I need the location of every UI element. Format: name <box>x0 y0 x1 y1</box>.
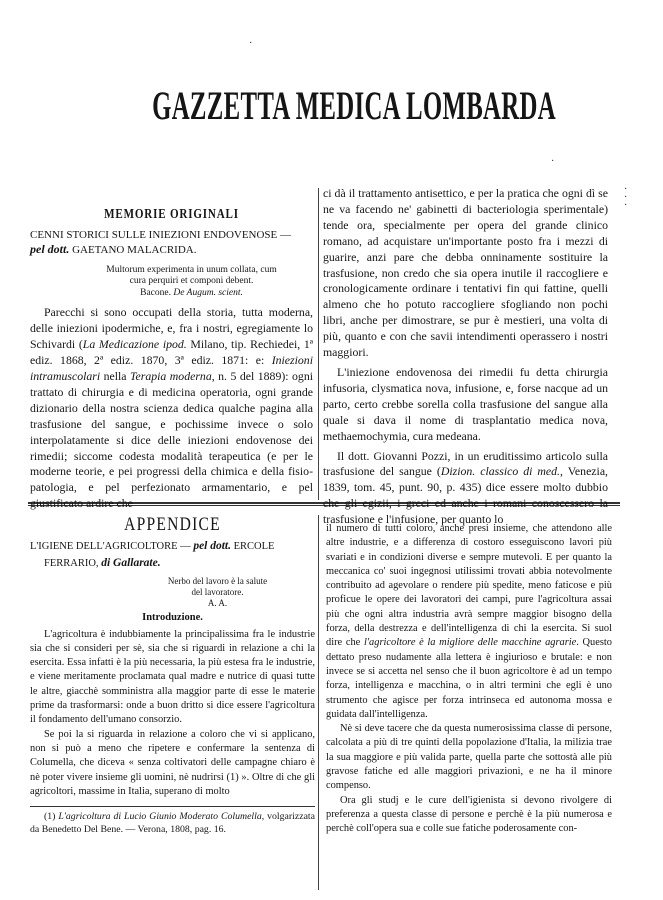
memorie-epigraph: Multorum experimenta in unum collata, cum cura perquiri et componi debent. Bacone. De Augum. scient. <box>106 264 277 298</box>
appendice-article-title: L'IGIENE DELL'AGRICOLTORE — pel dott. ERCOLE FERRARIO, di Gallarate. <box>30 540 275 570</box>
memorie-article-title: CENNI STORICI SULLE INIEZIONI ENDOVENOSE — pel dott. GAETANO MALACRIDA. <box>30 228 292 256</box>
memorie-paragraph-3: L'iniezione endovenosa dei rimedii fu detta chirurgia infusoria, clysmatica nova, infusione, e, forse nacque ad un parto, certo crebbe sorella colla trasfusione del sangue alla quale si dava il nome di trasplantatio medica nova, methaemochymia, cura medeana. <box>323 364 608 443</box>
appendice-column-right <box>326 522 612 837</box>
memorie-column-right <box>323 186 608 528</box>
memorie-section-title: MEMORIE ORIGINALI <box>104 206 239 221</box>
appendice-right-paragraph-2: Nè si deve tacere che da questa numerosissima classe di persone, calcolata a più di tre quinti della popolazione d'Italia, la milizia trae la sua maggiore e più valida parte, quella parte che sottostà alle più gravose fatiche ed alle maggiori privazioni, e ne ha il minore compenso. <box>326 723 612 792</box>
footnote-rule <box>30 806 315 807</box>
appendice-epigraph: Nerbo del lavoro è la salute del lavoratore. A. A. <box>167 576 268 609</box>
footnote: (1) L'agricoltura di Lucio Giunio Moderato Columella, volgarizzata da Benedetto Del Bene. — Verona, 1808, pag. 16. <box>30 811 316 835</box>
appendice-column-left <box>30 514 316 836</box>
memorie-paragraph-1: Parecchi si sono occupati della storia, tutta moderna, delle iniezioni ipodermiche, e, fra i nostri, egregiamente lo Schivardi (La Medicazione ipod. Milano, tip. Rechiedei, 1ª ediz. 1868, 2ª ediz. 1870, 3ª ediz. 1871: e: Iniezioni intramuscolari nella Terapia moderna, n. 5 del 1889): ogni trattato di chirurgia e di medicina operatoria, ogni grande dizionario della nostra scienza dedica qualche pagina alla trasfusione del sangue, e pochissime invece o solo interpolatamente si dice delle iniezioni endovenose dei rimedii; siccome codesta modalità terapeutica (e per le moderne teorie, e pei progressi della chimica e della fisio-patologia, e pel perfezionato armamentario, e pel giustificato ardire che <box>30 305 314 511</box>
memorie-column-left <box>30 206 313 512</box>
appendice-right-paragraph-3: Ora gli studj e le cure dell'igienista si devono rivolgere di preferenza a questa classe di persone e perchè è la più numerosa e perchè coll'opera sua e colle sue fatiche poderosamente con- <box>326 794 612 835</box>
page-speck: · <box>249 38 253 49</box>
page-speck: · <box>551 156 555 167</box>
masthead: GAZZETTA MEDICA LOMBARDA <box>152 83 556 128</box>
column-divider <box>318 188 319 500</box>
appendice-paragraph-2: Se poi la si riguarda in relazione a coloro che vi si applicano, non si può a meno che ripetere e confermare la sentenza di Columella, che diceva « senza coltivatori delle campagne chiaro è nè poter vivere insieme gli uomini, nè nudrirsi (1) ». Oltre di che gli agricoltori, massime in Italia, superano di molto <box>30 728 315 797</box>
appendice-right-paragraph-1: il numero di tutti coloro, anche presi insieme, che attendono alle altre industrie, e a differenza di costoro esseguiscono lavori più svariati e in condizioni diverse e sempre mutevoli. E per quanto la meccanica co' suoi ingegnosi utilissimi trovati abbia notevolmente contribuito ad agevolare o rendere più spedite, meno faticose e più proficue le opere dei lavoratori dei campi, pure l'agricoltura assai più che ogni altra industria avrà sempre maggior bisogno della forza, della destrezza e dell'intelligenza di chi la esercita. Si suol dire che l'agricoltore è la migliore delle macchine agrarie. Questo dettato preso nudamente alla lettera è ingiurioso e brutale: e non invece se si accetta nel senso che il buon agricoltore è ad un tempo forza, intelligenza e macchina, o in altri termini che egli è uno strumento che agisce per forza intrinseca ed autonoma mossa e guidata dall'intelligenza. <box>326 523 612 720</box>
memorie-paragraph-2: ci dà il trattamento antisettico, e per la pratica che ogni dì se ne va facendo ne' gabinetti di bacteriologia sperimentale) tende ora, specialmente per opera del grande clinico romano, ad acquistare un'importante posto fra i mezzi di guarire, anzi pare che debba onninamente sostituire la trasfusione, non credo che sia opera inutile il raccogliere e cronologicamente ordinare i tentativi fin qui fattine, quelli almeno che ho potuto raccogliere sfogliando non pochi libri, anche per dimostrare, se pur è mestieri, una volta di più, quanto e con che savii intendimenti operassero i nostri maggiori. <box>323 186 608 360</box>
memorie-paragraph-4: Il dott. Giovanni Pozzi, in un eruditissimo articolo sulla trasfusione del sangue (Dizion. classico di med., Venezia, 1839, tom. 45, punt. 90, p. 435) dice essere molto dubbio che gli egizii, i greci ed anche i romani conoscessero la trasfusione e l'infusione, per quanto lo <box>323 448 609 527</box>
page-speck: · · · <box>624 184 628 211</box>
appendice-paragraph-1: L'agricoltura è indubbiamente la principalissima fra le industrie sia che si consideri per sè, sia che si riguardi in relazione a chi la esercita. Essa infatti è la più necessaria, la più estesa fra le industrie, e viene meritamente proclamata qual madre e nutrice di quasi tutte le altre, giacchè somministra alla maggior parte di esse le materie prime da trasformarsi: onde a buon dritto si dice essere l'agricoltura il fondamento dell'umano consorzio. <box>30 628 315 726</box>
intro-heading: Introduzione. <box>142 612 203 624</box>
appendice-title: APPENDICE <box>124 514 221 535</box>
column-divider <box>318 515 319 890</box>
